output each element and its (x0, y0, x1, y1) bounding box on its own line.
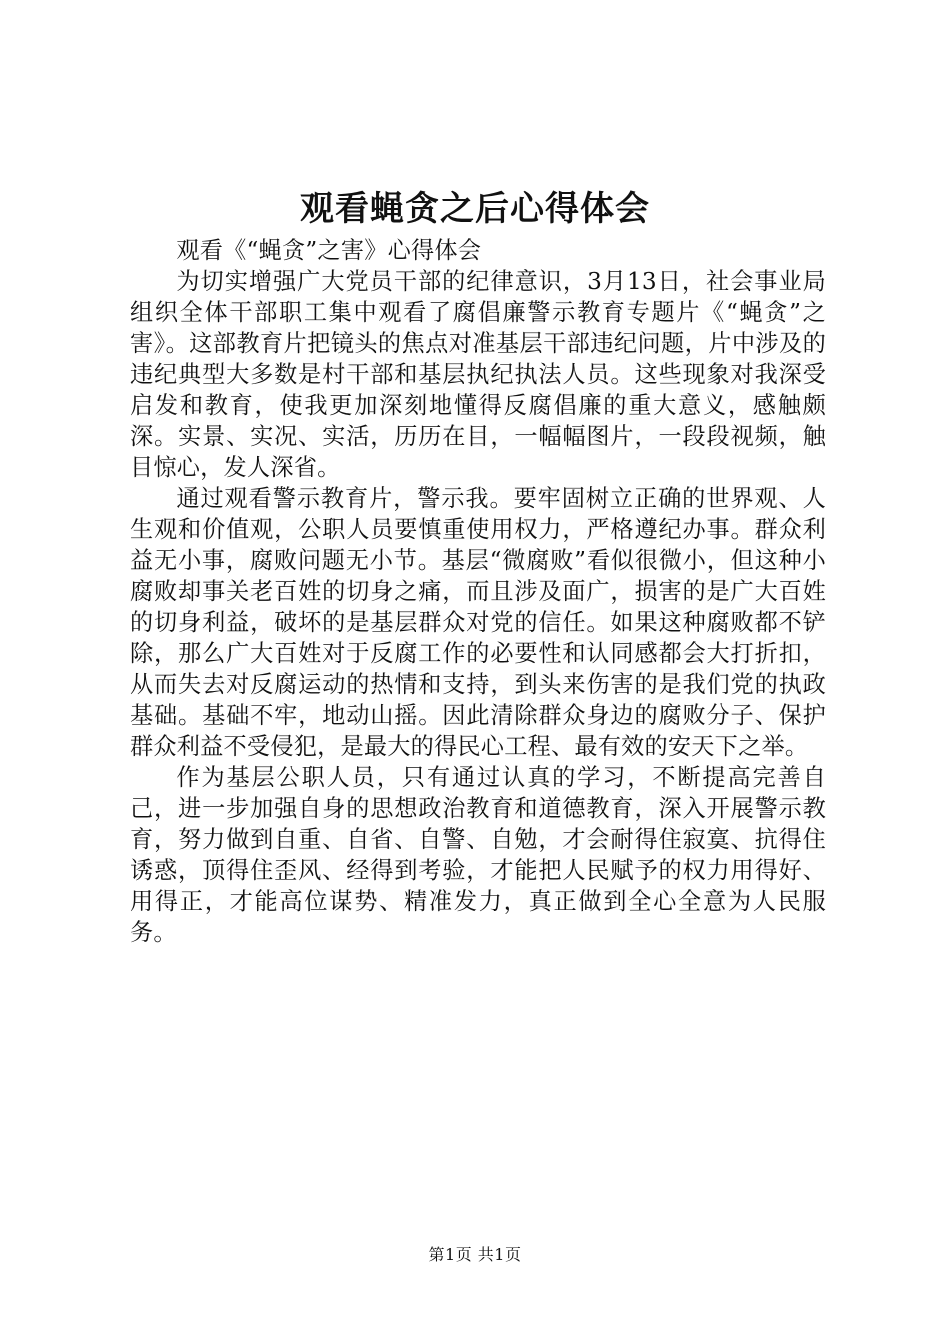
paragraph-subtitle: 观看《“蝇贪”之害》心得体会 (176, 237, 482, 264)
page-title: 观看蝇贪之后心得体会 (300, 189, 650, 229)
document-body (130, 235, 826, 948)
paragraph: 通过观看警示教育片，警示我。要牢固树立正确的世界观、人生观和价值观，公职人员要慎重使用权力，严格遵纪办事。群众利益无小事，腐败问题无小节。基层“微腐败”看似很微小，但这种小腐败却事关老百姓的切身之痛，而且涉及面广，损害的是广大百姓的切身利益，破坏的是基层群众对党的信任。如果这种腐败都不铲除，那么广大百姓对于反腐工作的必要性和认同感都会大打折扣，从而失去对反腐运动的热情和支持，到头来伤害的是我们党的执政基础。基础不牢，地动山摇。因此清除群众身边的腐败分子、保护群众利益不受侵犯，是最大的得民心工程、最有效的安天下之举。 (130, 485, 826, 760)
paragraph: 为切实增强广大党员干部的纪律意识，3月13日，社会事业局组织全体干部职工集中观看了腐倡廉警示教育专题片《“蝇贪”之害》。这部教育片把镜头的焦点对准基层干部违纪问题，片中涉及的违纪典型大多数是村干部和基层执纪执法人员。这些现象对我深受启发和教育，使我更加深刻地懂得反腐倡廉的重大意义，感触颇深。实景、实况、实活，历历在目，一幅幅图片，一段段视频，触目惊心，发人深省。 (130, 268, 826, 481)
page-number-footer: 第1页 共1页 (428, 1245, 522, 1264)
paragraph: 作为基层公职人员，只有通过认真的学习，不断提高完善自己，进一步加强自身的思想政治教育和道德教育，深入开展警示教育，努力做到自重、自省、自警、自勉，才会耐得住寂寞、抗得住诱惑，顶得住歪风、经得到考验，才能把人民赋予的权力用得好、用得正，才能高位谋势、精准发力，真正做到全心全意为人民服务。 (130, 764, 826, 946)
